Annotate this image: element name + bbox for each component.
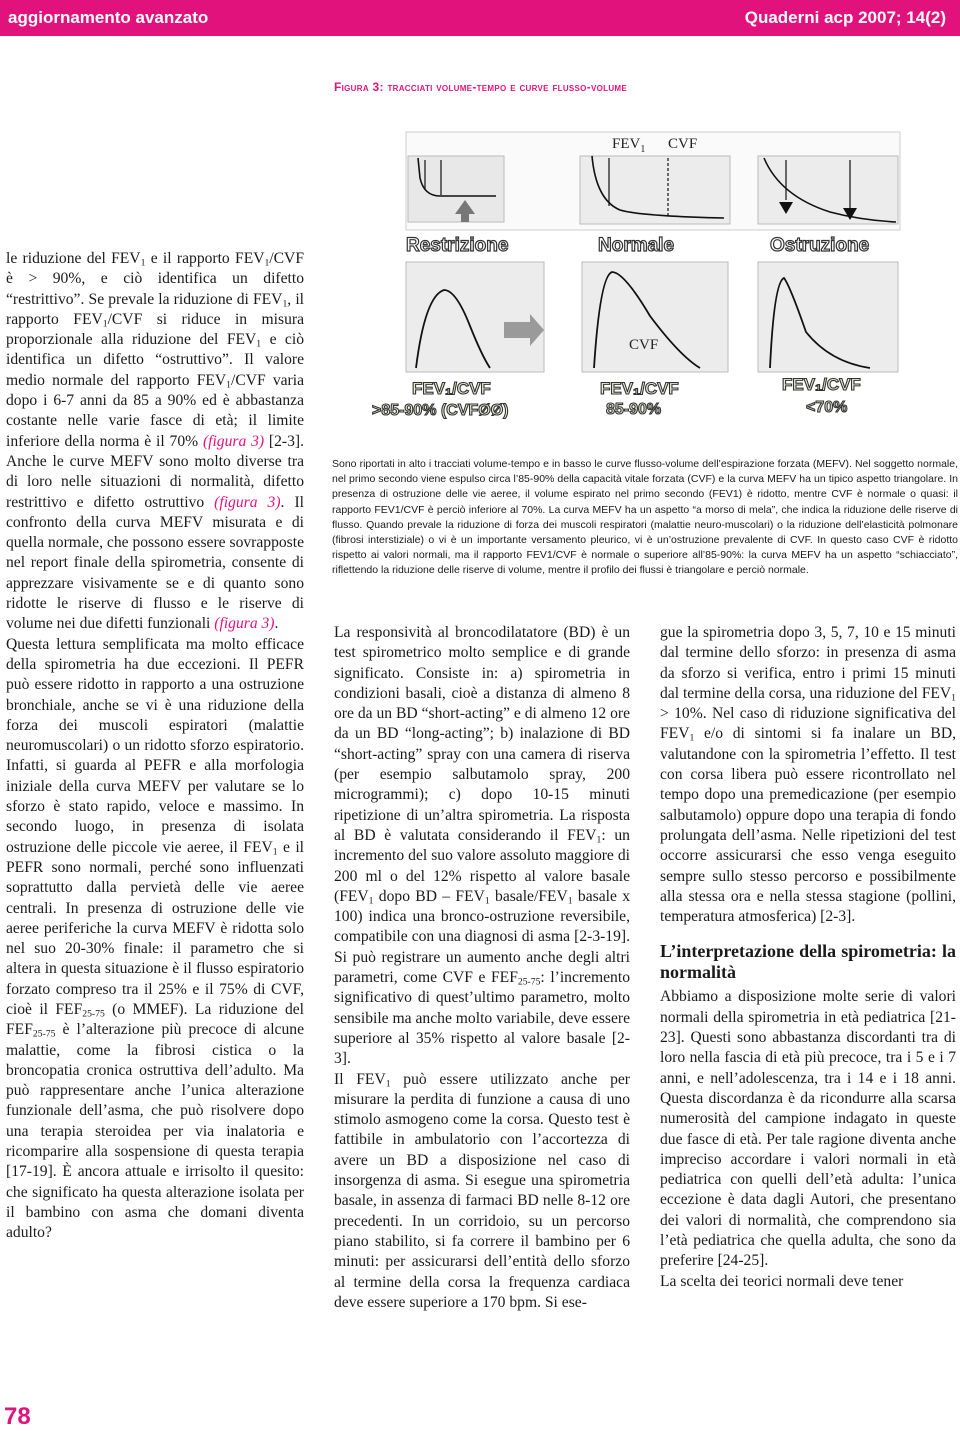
column-3 — [660, 623, 956, 1292]
column-1 — [6, 249, 304, 1244]
panel-name-normale: Normale — [598, 235, 675, 256]
panel-name-ostruzione: Ostruzione — [770, 235, 870, 256]
restrizione-ratio: FEV₁/CVF — [412, 379, 491, 398]
figure-caption: Sono riportati in alto i tracciati volume-tempo e in basso le curve flusso-volume dell’espirazione forzata (MEFV). Nel soggetto normale, nel primo secondo viene espulso circa l’85-90% della capacità vitale forzata (CVF) e la curva MEFV ha un tipico aspetto triangolare. In presenza di ostruzione delle vie aeree, il volume espirato nel primo secondo (FEV1) è ridotto, mentre CVF è normale o quasi: il rapporto FEV1/CVF è perciò inferiore al 70%. La curva MEFV ha un aspetto “a morso di mela”, che indica la riduzione delle riserve di flusso. Quando prevale la riduzione di forza dei muscoli respiratori (malattie neuro-muscolari) o la riduzione dell’elasticità polmonare (fibrosi interstiziale) o vi è un importante versamento pleurico, vi è un’ostruzione prevalente di CVF. In questo caso CVF è ridotto rispetto ai valori normali, ma il rapporto FEV1/CVF è normale o superiore all’85-90%: la curva MEFV ha un aspetto “schiacciato”, riflettendo la riduzione delle riserve di volume, mentre il profilo dei flussi è triangolare e perciò normale. — [332, 458, 958, 577]
ostruzione-ratio: FEV₁/CVF — [782, 375, 861, 394]
ostruzione-flow-panel — [758, 262, 898, 372]
journal-citation: Quaderni acp 2007; 14(2) — [744, 8, 946, 27]
cvf-top-label: CVF — [668, 136, 698, 152]
col3-paragraph-3: La scelta dei teorici normali deve tener — [660, 1272, 904, 1290]
normale-cvf-label: CVF — [629, 337, 659, 353]
col1-paragraph-2: Questa lettura semplificata ma molto efficace della spirometria ha due eccezioni. Il PEFR può essere ridotto in rapporto a una ostruzione bronchiale, anche se vi è una riduzione della forza dei muscoli espiratori (malattie neuromuscolari) o un ridotto sforzo espiratorio. Infatti, si guarda al PEFR e alla morfologia iniziale della curva MEFV per valutare se lo sforzo è stato rapido, veloce e massimo. In secondo luogo, in presenza di isolata ostruzione delle piccole vie aeree, il $FEV_1$ e il PEFR sono normali, perché sono influenzati soprattutto dalla pervietà delle vie aeree centrali. In presenza di ostruzione delle vie aeree periferiche la curva MEFV è ridotta solo nel suo 20-30% finale: il parametro che si altera in questa situazione è il flusso espiratorio forzato compreso tra il 25% e il 75% di CVF, cioè il $FEF_{25-75}$ (o MMEF). La riduzione del $FEF_{25-75}$ è l’alterazione più precoce di alcune malattie, come la fibrosi cistica o la broncopatia cronica ostruttiva dell’adulto. Ma può rappresentare anche l’unica alterazione funzionale dell’asma, che può risolvere dopo una terapia steroidea per via inalatoria e ricomparire alla sospensione di questa terapia [17-19]. È ancora attuale e irrisolto il quesito: che significato ha questa alterazione isolata per il bambino con asma che domani diventa adulto? — [6, 635, 305, 1242]
volume-time-row — [406, 132, 900, 230]
fev-label: $FEV_1$ — [612, 136, 646, 155]
col2-paragraph-1: La responsività al broncodilatatore (BD) è un test spirometrico molto semplice e di grande significato. Consiste in: a) spirometria in condizioni basali, cioè a distanza di almeno 8 ore da un BD “short-acting” e di almeno 12 ore da un BD “long-acting”; b) inalazione di BD “short-acting” spray con una camera di riserva (per esempio salbutamolo spray, 200 microgrammi); c) dopo 10-15 minuti ripetizione di un’altra spirometria. La risposta al BD è valutata considerando il $FEV_1$: un incremento del suo valore assoluto maggiore di 200 ml o del 12% rispetto al valore basale ($FEV_1$ dopo BD – $FEV_1$ basale/$FEV_1$ basale x 100) indica una bronco-ostruzione reversibile, compatibile con una diagnosi di asma [2-3-19]. Si può registrare un aumento anche degli altri parametri, come CVF e $FEF_{25-75}$: l’incremento significativo di quest’ultimo parametro, molto sensibile ma anche molto variabile, deve essere superiore al 35% rispetto al valore basale [2-3]. — [334, 624, 631, 1068]
ostruzione-range: <70% — [806, 399, 848, 416]
figure-illustration — [360, 118, 958, 448]
ostruzione-volume-panel — [758, 156, 898, 224]
col1-paragraph-1: le riduzione del $FEV_1$ e il rapporto $FEV_1$/CVF è > 90%, e ciò identifica un difetto “restrittivo”. Se prevale la riduzione di $FEV_1$, il rapporto $FEV_1$/CVF si riduce in misura proporzionale alla riduzione del $FEV_1$ e ciò identifica un difetto “ostruttivo”. Il valore medio normale del rapporto $FEV_1$/CVF varia dopo i 6-7 anni da 85 a 90% ed è abbastanza costante nelle varie fasce di età; il limite inferiore della norma è il 70% (figura 3) [2-3]. Anche le curve MEFV sono molto diverse tra di loro nelle situazioni di normalità, difetto restrittivo e difetto ostruttivo (figura 3). Il confronto della curva MEFV misurata e di quella normale, che possono essere sovrapposte nel report finale della spirometria, consente di apprezzare visivamente se e di quanto sono ridotte le riserve di flusso e le riserve di volume nei due difetti funzionali (figura 3). — [6, 250, 305, 633]
col3-paragraph-2: Abbiamo a disposizione molte serie di valori normali della spirometria in età pediatrica [21-23]. Questi sono abbastanza discordanti tra di loro nella fascia di età più precoce, tra i 5 e i 7 anni, e nell’adolescenza, tra i 14 e i 18 anni. Questa discordanza è da ricondurre alla scarsa numerosità del campione indagato in queste due fasce di età. Per tale ragione diventa anche impreciso accordare i valori normali in età pediatrica con quelli dell’età adulta: l’unica eccezione è data dagli Autori, che presentano dei valori di normalità, che comprendono sia l’età pediatrica che quella adulta, che sono da preferire [24-25]. — [660, 988, 956, 1270]
col2-paragraph-2: Il $FEV_1$ può essere utilizzato anche per misurare la perdita di funzione a causa di uno stimolo asmogeno come la corsa. Questo test è fattibile in ambulatorio con l’accortezza di avere un BD a disposizione nel caso di insorgenza di asma. Si esegue una spirometria basale, in assenza di farmaci BD nelle 8-12 ore precedenti. In un corridoio, su un percorso piano stabilito, si fa correre il bambino per 6 minuti: per assicurarsi dell’entità dello sforzo al termine della corsa la frequenza cardiaca deve essere superiore a 170 bpm. Si ese- — [334, 1070, 630, 1311]
section-heading: L’interpretazione della spirometria: la normalità — [660, 941, 956, 983]
normale-volume-panel — [580, 156, 730, 224]
col3-paragraph-1: gue la spirometria dopo 3, 5, 7, 10 e 15 minuti dal termine dello sforzo: in presenza di asma da sforzo si verifica, entro i primi 15 minuti dal termine della corsa, una riduzione del $FEV_1 > 10\%$. Nel caso di riduzione significativa del $FEV_1$ e/o di sintomi si fa inalare un BD, valutandone con la spirometria l’effetto. Il test con corsa libera può essere ricontrollato nel tempo dopo una premedicazione (per esempio salbutamolo) oppure dopo una terapia di fondo prolungata dell’asma. Nelle ripetizioni del test occorre assicurarsi che esso venga eseguito sempre sullo stesso percorso e possibilmente alla stessa ora e nella stessa stagione (pollini, temperatura atmosferica) [2-3]. — [660, 624, 956, 926]
restrizione-range: >85-90% (CVFØØ) — [372, 402, 509, 419]
normale-range: 85-90% — [606, 401, 662, 418]
header-bar — [0, 0, 960, 36]
normale-ratio: FEV₁/CVF — [600, 379, 679, 398]
section-label: aggiornamento avanzato — [8, 8, 209, 27]
page-number: 78 — [4, 1403, 31, 1430]
normale-flow-panel — [582, 262, 728, 372]
column-2 — [334, 623, 630, 1313]
flow-volume-row — [406, 262, 898, 372]
figure-title: Figura 3: tracciati volume-tempo e curve flusso-volume — [334, 80, 628, 94]
panel-name-restrizione: Restrizione — [406, 235, 509, 256]
restrizione-volume-panel — [408, 156, 504, 222]
